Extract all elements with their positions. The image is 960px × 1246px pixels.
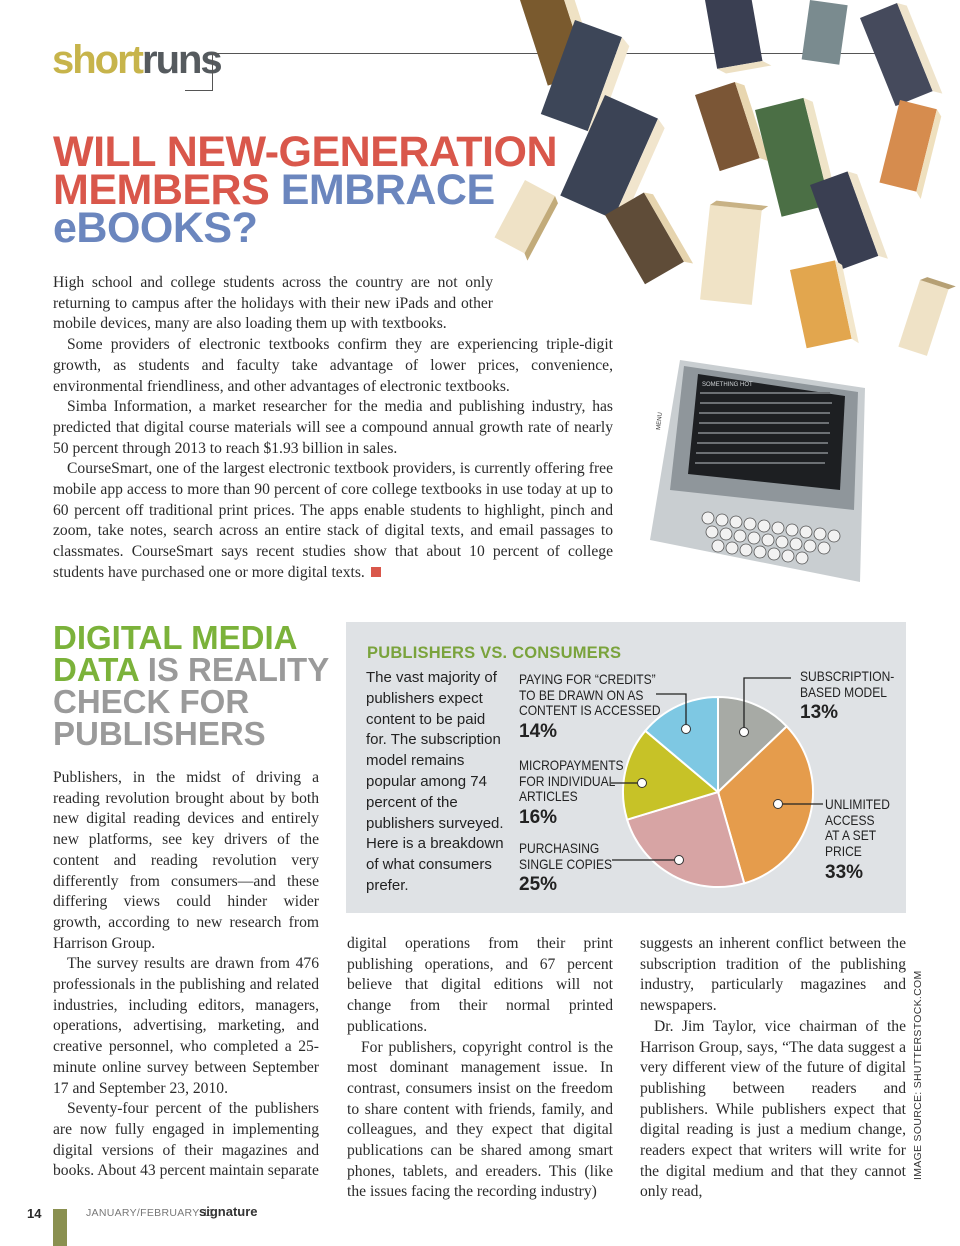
- chart-panel: [346, 622, 906, 913]
- masthead-short: short: [52, 38, 142, 82]
- intro-paragraph-4-text: CourseSmart, one of the largest electronic textbook providers, is currently offering free mobile app access to more than 90 percent of core college textbooks in use today at up to 60 percent off traditional print prices. The apps enable students to highlight, pinch and zoom, take notes, search across an entire stack of digital texts, and email passages to classmates. CourseSmart says recent studies show that about 10 percent of college students have purchased one or more digital texts.: [53, 460, 613, 581]
- section2-headline: [53, 619, 333, 752]
- footer-issue-date: JANUARY/FEBRUARY 11: [86, 1207, 215, 1219]
- book-icon: [705, 0, 771, 75]
- label-unlimited-line3: AT A SET: [825, 827, 877, 843]
- page-number: 14: [27, 1206, 42, 1221]
- col3-paragraph-1: suggests an inherent conflict between the subscription tradition of the publishing industry, particularly magazines and newspapers.: [640, 935, 906, 1015]
- col1-paragraph-1: Publishers, in the midst of driving a reading revolution brought about by both new digital reading devices and entirely new platforms, see key drivers of the content and reading revolution very differently from consumers—and these differing views could hinder wider growth, according to new research from Harrison Group.: [53, 769, 319, 952]
- label-credits-line3: CONTENT IS ACCESSED: [519, 702, 661, 718]
- value-micropayments: 16%: [519, 807, 558, 828]
- label-subscription-line1: SUBSCRIPTION-: [800, 668, 895, 684]
- label-micro-line1: MICROPAYMENTS: [519, 757, 624, 773]
- value-unlimited: 33%: [825, 862, 864, 883]
- masthead-rule-bottom: [185, 90, 213, 91]
- leader-dot-4: [682, 725, 691, 734]
- end-mark-icon: [371, 567, 381, 577]
- headline-line2-blue: EMBRACE: [280, 166, 495, 214]
- label-credits: [519, 672, 661, 719]
- ereader-screen-title: SOMETHING HOT: [702, 382, 753, 388]
- section2-headline-line2-green: DATA: [53, 651, 139, 688]
- label-unlimited: [825, 797, 890, 859]
- image-credit: IMAGE SOURCE: SHUTTERSTOCK.COM: [912, 970, 924, 1180]
- label-unlimited-line4: PRICE: [825, 842, 862, 859]
- book-icon: [898, 275, 955, 357]
- intro-paragraph-1: High school and college students across the country are not only returning to campus after the holidays with their new iPads and other mobile devices, many are also loading them up with textbooks.: [53, 274, 493, 333]
- leader-dot-0: [740, 728, 749, 737]
- intro-paragraph-2: Some providers of electronic textbooks confirm they are experiencing triple-digit growth, as students and faculty take advantage of lower prices, convenience, environmental friendliness, and other advantages of electronic textbooks.: [53, 336, 613, 395]
- ereader-side-label: MENU: [656, 412, 664, 431]
- label-micro-line2: FOR INDIVIDUAL: [519, 772, 616, 789]
- label-credits-line1: PAYING FOR “CREDITS”: [519, 671, 656, 687]
- book-icon: [810, 169, 888, 276]
- leader-dot-1: [774, 800, 783, 809]
- label-subscription-line2: BASED MODEL: [800, 683, 887, 700]
- col1-paragraph-3: Seventy-four percent of the publishers are now fully engaged in implementing digital versions of their magazines and books. About 43 percent maintain separate: [53, 1100, 319, 1180]
- label-micro-line3: ARTICLES: [519, 788, 578, 804]
- label-unlimited-line1: UNLIMITED: [825, 796, 890, 812]
- article-column-1: [53, 768, 319, 1182]
- article-column-2: [347, 934, 613, 1203]
- value-subscription: 13%: [800, 702, 839, 723]
- section2-headline-line4: PUBLISHERS: [53, 715, 266, 752]
- col1-paragraph-2: The survey results are drawn from 476 professionals in the publishing and related industries, including editors, managers, operations, advertising, marketing, and creative personnel, who completed a 25-minute online survey between September 17 and September 23, 2010.: [53, 955, 319, 1097]
- leader-dot-2: [675, 856, 684, 865]
- label-single-line1: PURCHASING: [519, 840, 600, 856]
- intro-article-body: [53, 273, 613, 584]
- value-single-copies: 25%: [519, 874, 558, 895]
- col2-paragraph-1: digital operations from their print publishing operations, and 67 percent believe that digital editions will not change from their normal printed publications.: [347, 935, 613, 1035]
- label-credits-line2: TO BE DRAWN ON AS: [519, 686, 644, 703]
- label-single-copies: [519, 841, 612, 872]
- chart-description: The vast majority of publishers expect content to be paid for. The subscription model remains popular among 74 percent of the publishers surveyed. Here is a breakdown of what consumers prefer.: [366, 669, 504, 894]
- pie-chart: [346, 622, 906, 913]
- section-masthead: [52, 40, 221, 80]
- footer-accent-bar: [53, 1209, 67, 1246]
- book-icon: [695, 80, 769, 177]
- chart-title: PUBLISHERS VS. CONSUMERS: [367, 644, 622, 662]
- intro-paragraph-3: Simba Information, a market researcher for the media and publishing industry, has predicted that digital course materials will see a compound annual growth rate of nearly 50 percent through 2013 to reach $1.93 billion in sales.: [53, 398, 613, 457]
- label-micropayments: [519, 758, 624, 805]
- headline-line3: eBOOKS?: [53, 204, 258, 252]
- col3-paragraph-2: Dr. Jim Taylor, vice chairman of the Harrison Group, says, “The data suggest a very different view of the future of digital publishing between readers and publishers. While publishers expect that digital reading is just a medium change, readers expect that writers will write for the digital medium and that they cannot only read,: [640, 1017, 906, 1201]
- masthead-rule-vertical: [212, 53, 213, 91]
- book-icon: [860, 0, 942, 112]
- section2-headline-line1: DIGITAL MEDIA: [53, 619, 298, 656]
- book-icon: [878, 100, 943, 199]
- label-unlimited-line2: ACCESS: [825, 811, 875, 828]
- section2-headline-line2-gray: IS REALITY: [138, 651, 330, 688]
- label-single-line2: SINGLE COPIES: [519, 855, 613, 872]
- article-headline: [53, 128, 558, 252]
- article-column-3: [640, 934, 906, 1203]
- headline-line2-red: MEMBERS: [53, 166, 281, 214]
- section2-headline-line3: CHECK FOR: [53, 683, 250, 720]
- footer-magazine-name: signature: [199, 1204, 258, 1219]
- ereader-illustration: [640, 360, 870, 590]
- book-icon: [802, 0, 848, 65]
- value-credits: 14%: [519, 721, 558, 742]
- label-subscription: [800, 669, 894, 700]
- masthead-runs: runs: [142, 38, 221, 82]
- book-icon: [700, 200, 768, 306]
- book-icon: [790, 259, 859, 354]
- intro-paragraph-4: [53, 459, 613, 583]
- leader-dot-3: [638, 779, 647, 788]
- col2-paragraph-2: For publishers, copyright control is the most dominant management issue. In contrast, consumers insist on the freedom to share content with friends, family, and colleagues, and they expect that digital publications can be shared among smart phones, tablets, and ereaders. This (like the issues facing the recording industry): [347, 1038, 613, 1201]
- headline-line1: WILL NEW-GENERATION: [53, 128, 558, 176]
